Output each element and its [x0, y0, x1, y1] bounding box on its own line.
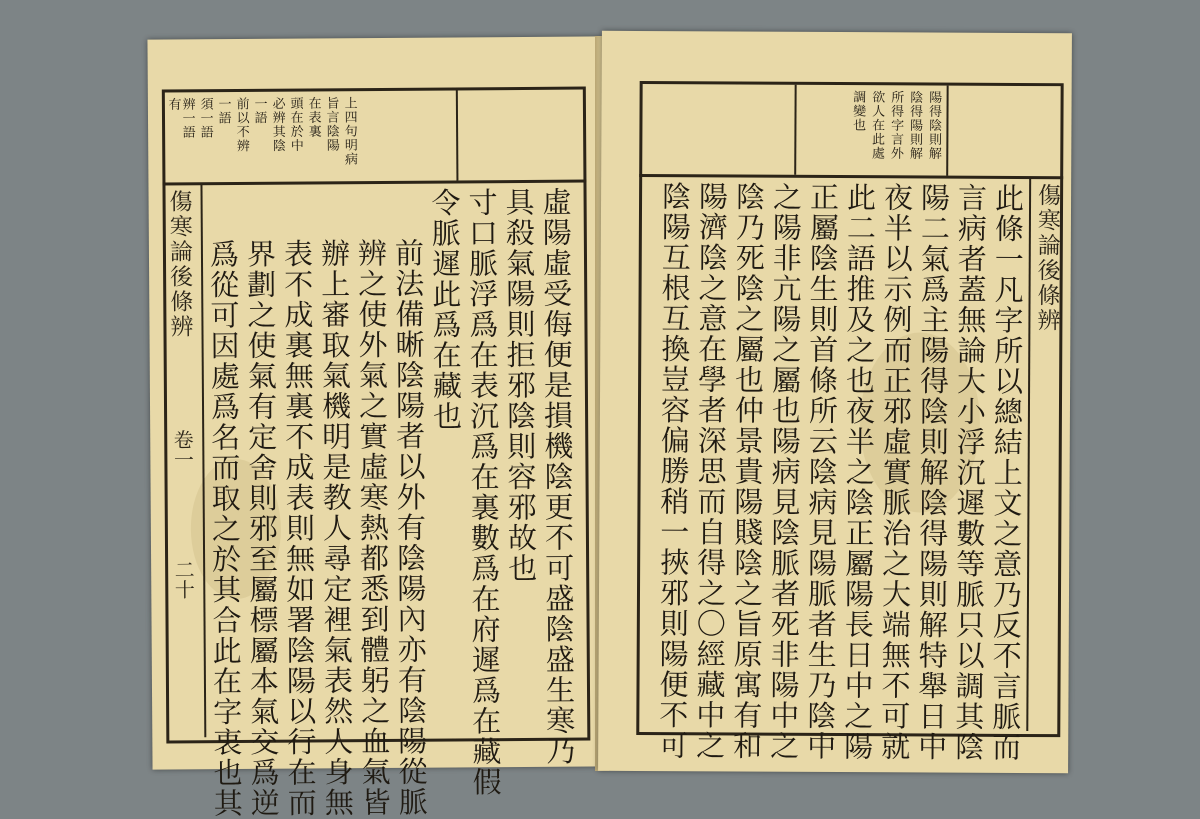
- header-note: 欲人在此處: [868, 90, 885, 161]
- header-note: 有: [165, 97, 181, 112]
- header-note: 必辨其陰: [269, 96, 285, 153]
- header-note: 在表裏: [305, 96, 321, 139]
- folio-number: 二十: [171, 559, 196, 600]
- right-page: [598, 31, 1072, 773]
- margin-title: 傷寒論後條辨: [1033, 183, 1061, 334]
- right-header-notes: [602, 31, 1072, 161]
- text-column: 陰乃死陰之屬也仲景貴陽賤陰之旨原寓有和: [729, 181, 767, 762]
- text-column: 陰陽互根互換豈容偏勝稍一挾邪則陽便不可: [655, 181, 693, 761]
- header-note: 所得字言外: [887, 90, 904, 161]
- header-note: 前以不辨: [233, 96, 249, 153]
- text-column: 此二語推及之也夜半之陰正屬陽長日中之陽: [840, 182, 878, 762]
- text-column: 爲從可因處爲名而取之於其合此在字衷也其: [205, 238, 244, 819]
- header-note: 辨一語: [179, 97, 195, 140]
- text-column: 陽濟陰之意在學者深思而自得之〇經藏中之: [692, 181, 730, 761]
- header-note: 調變也: [850, 90, 866, 133]
- text-column: 界劃之使氣有定舍則邪至屬標屬本氣交爲逆: [242, 238, 281, 819]
- text-column: 表不成裏無裏不成表則無如署陰陽以行在而: [279, 238, 318, 819]
- left-page: [147, 36, 607, 819]
- header-note: 旨言陰陽: [323, 96, 339, 153]
- text-column: 辦上審取氣機明是教人尋定裡氣表然人身無: [316, 238, 355, 818]
- margin-title: 傷寒論後條辨: [165, 189, 193, 340]
- text-column: 令脈遲此爲在藏也: [427, 187, 464, 432]
- text-column: 言病者蓋無論大小浮沉遲數等脈只以調其陰: [951, 182, 989, 763]
- text-column: 辨之使外氣之實虛寒熱都悉到體躬之血氣皆: [353, 237, 392, 818]
- header-note: 陰得陽則解: [906, 90, 923, 161]
- text-column: 之陽非亢陽之屬也陽病見陰脈者死非陽中之: [766, 181, 804, 762]
- text-column: 陽二氣爲主陽得陰則解陰得陽則解特舉日中: [914, 182, 952, 763]
- chapter-label: 卷一: [170, 429, 195, 470]
- text-column: 虛陽虛受侮便是損機陰更不可盛陰盛生寒乃: [538, 186, 577, 767]
- text-column: 正屬陰生則首條所云陰病見陽脈者生乃陰中: [803, 181, 841, 762]
- text-column: 具殺氣陽則拒邪陰則容邪故也: [501, 186, 539, 584]
- header-note: 上四句明病: [341, 96, 357, 167]
- header-note: 一語: [251, 96, 267, 125]
- header-note: 頭在於中: [287, 96, 303, 153]
- text-column: 此條一凡字所以總結上文之意乃反不言脈而: [988, 182, 1026, 763]
- header-note: 一語: [215, 97, 231, 126]
- header-note: 陽得陰則解: [925, 90, 942, 161]
- text-column: 前法備晰陰陽者以外有陰陽內亦有陰陽從脈: [390, 237, 429, 818]
- text-column: 夜半以示例而正邪虛實脈治之大端無不可就: [877, 182, 915, 762]
- left-header-notes: [147, 36, 602, 167]
- text-column: 寸口脈浮爲在表沉爲在裏數爲在府遲爲在藏假: [464, 187, 503, 798]
- header-note: 須一語: [197, 97, 213, 140]
